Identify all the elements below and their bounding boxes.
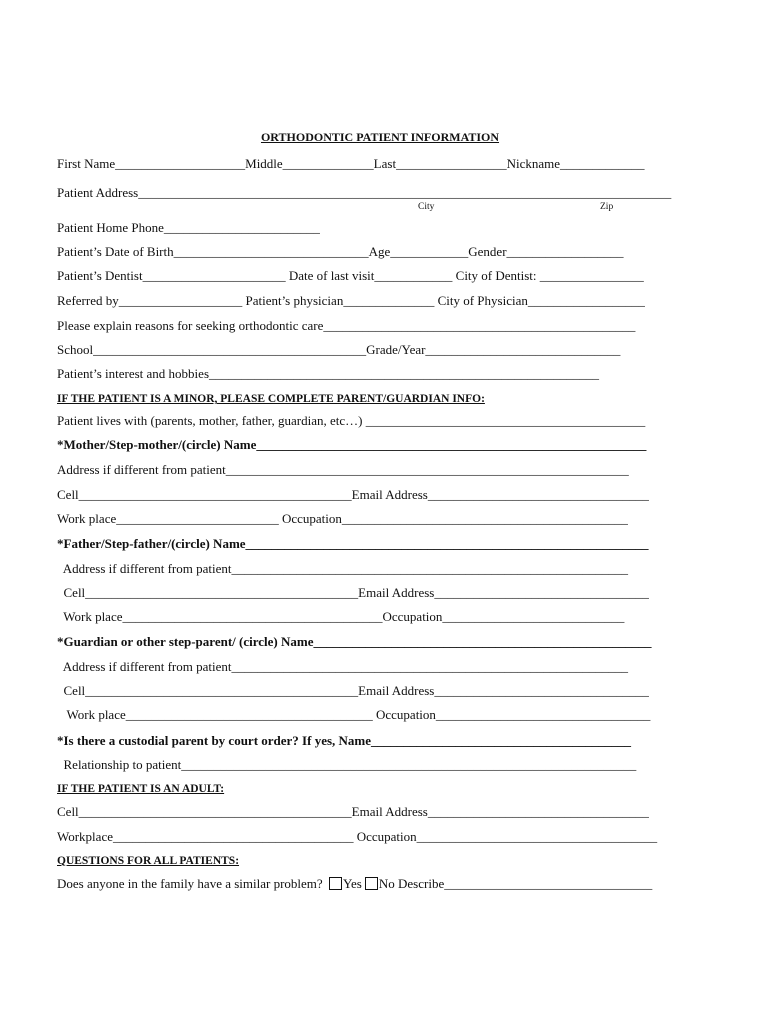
custodial-parent-line[interactable]: *Is there a custodial parent by court order? If yes, Name________________________________________: [57, 733, 632, 748]
all-patients-heading: QUESTIONS FOR ALL PATIENTS:: [57, 855, 240, 867]
similar-problem-row: [57, 876, 652, 892]
mother-address-line[interactable]: Address if different from patient______________________________________________________________: [57, 462, 629, 477]
patient-address-line[interactable]: Patient Address__________________________________________________________________________________: [57, 185, 672, 200]
first-name-line[interactable]: First Name____________________Middle______________Last_________________Nickname_____________: [57, 156, 645, 171]
interests-line[interactable]: Patient’s interest and hobbies____________________________________________________________: [57, 366, 600, 381]
zip-sublabel: Zip: [600, 202, 614, 212]
mother-work-line[interactable]: Work place_________________________ Occupation____________________________________________: [57, 511, 628, 526]
mother-name-line[interactable]: *Mother/Step-mother/(circle) Name____________________________________________________________: [57, 437, 647, 452]
reasons-line[interactable]: Please explain reasons for seeking orthodontic care________________________________________________: [57, 318, 636, 333]
guardian-work-line[interactable]: Work place______________________________________ Occupation_________________________________: [57, 707, 651, 722]
dentist-line[interactable]: Patient’s Dentist______________________ Date of last visit____________ City of Dentist: ________________: [57, 268, 644, 283]
yes-checkbox[interactable]: [329, 877, 342, 890]
similar-problem-question: Does anyone in the family have a similar problem?: [57, 876, 323, 891]
guardian-cell-line[interactable]: Cell__________________________________________Email Address_________________________________: [57, 683, 649, 698]
mother-cell-line[interactable]: Cell__________________________________________Email Address__________________________________: [57, 487, 649, 502]
date-of-birth-line[interactable]: Patient’s Date of Birth______________________________Age____________Gender__________________: [57, 244, 624, 259]
form-title: ORTHODONTIC PATIENT INFORMATION: [260, 130, 500, 144]
father-name-line[interactable]: *Father/Step-father/(circle) Name______________________________________________________________: [57, 536, 649, 551]
minor-section-heading: IF THE PATIENT IS A MINOR, PLEASE COMPLETE PARENT/GUARDIAN INFO:: [57, 393, 485, 405]
no-describe-label: No Describe: [378, 876, 445, 891]
adult-cell-line[interactable]: Cell__________________________________________Email Address__________________________________: [57, 804, 649, 819]
father-work-line[interactable]: Work place________________________________________Occupation____________________________: [57, 609, 625, 624]
lives-with-line[interactable]: Patient lives with (parents, mother, father, guardian, etc…) ___________________________________________: [57, 413, 646, 428]
referred-by-line[interactable]: Referred by___________________ Patient’s physician______________ City of Physician__________________: [57, 293, 645, 308]
adult-section-heading: IF THE PATIENT IS AN ADULT:: [57, 783, 225, 795]
no-checkbox[interactable]: [365, 877, 378, 890]
describe-field[interactable]: ________________________________: [444, 876, 653, 891]
adult-work-line[interactable]: Workplace_____________________________________ Occupation_____________________________________: [57, 829, 658, 844]
home-phone-line[interactable]: Patient Home Phone________________________: [57, 220, 320, 235]
yes-label: Yes: [342, 876, 362, 891]
guardian-address-line[interactable]: Address if different from patient_____________________________________________________________: [57, 659, 628, 674]
relationship-line[interactable]: Relationship to patient______________________________________________________________________: [57, 757, 637, 772]
school-line[interactable]: School__________________________________________Grade/Year______________________________: [57, 342, 621, 357]
guardian-name-line[interactable]: *Guardian or other step-parent/ (circle) Name____________________________________________________: [57, 634, 652, 649]
father-address-line[interactable]: Address if different from patient_____________________________________________________________: [57, 561, 628, 576]
father-cell-line[interactable]: Cell__________________________________________Email Address_________________________________: [57, 585, 649, 600]
city-sublabel: City: [418, 202, 435, 212]
